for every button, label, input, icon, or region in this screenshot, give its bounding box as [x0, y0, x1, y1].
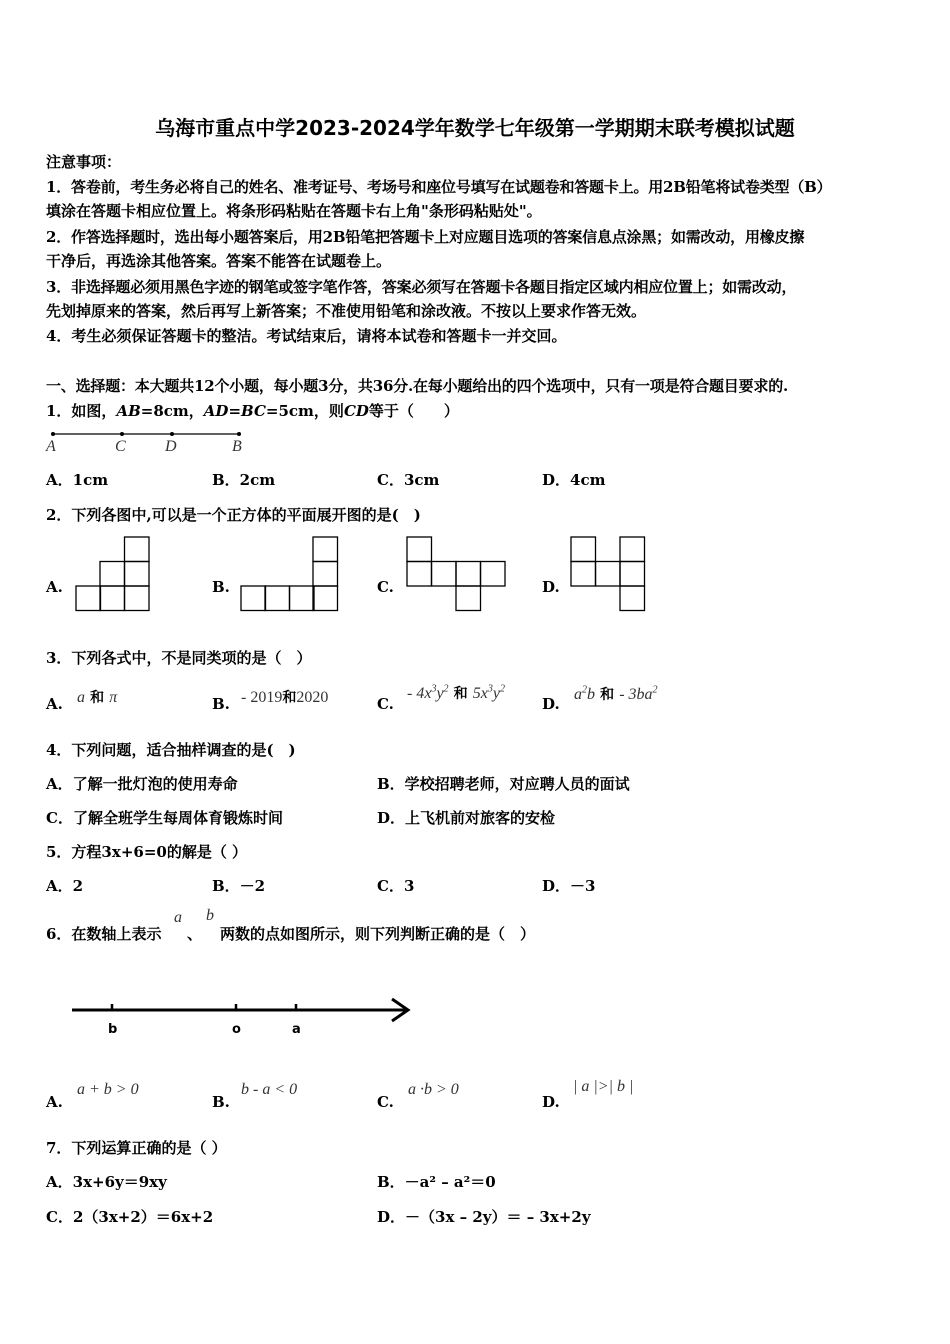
point-label-b: B	[232, 438, 242, 455]
question-6-stem-a: 6．在数轴上表示	[46, 925, 162, 943]
q7-option-a[interactable]: A．3x+6y＝9xy	[46, 1173, 167, 1191]
q4-option-b[interactable]: B．学校招聘老师，对应聘人员的面试	[377, 775, 630, 793]
q2-net-c	[407, 536, 507, 611]
q3-option-a-label[interactable]: A.	[46, 695, 63, 713]
q4-option-d[interactable]: D．上飞机前对旅客的安检	[377, 809, 556, 827]
q6-option-d-expr: | a |>| b |	[573, 1078, 634, 1095]
number-line-figure	[70, 995, 420, 1025]
q5-option-c[interactable]: C．3	[377, 877, 415, 895]
q4-option-c[interactable]: C．了解全班学生每周体育锻炼时间	[46, 809, 283, 827]
q1-option-b[interactable]: B．2cm	[212, 471, 276, 489]
q3-option-a-expr: a 和 π	[77, 689, 118, 706]
q3-option-c-expr: - $4x^3y^2$ 和 $5x^3y^2$	[407, 683, 505, 702]
section-heading: 一、选择题：本大题共12个小题，每小题3分，共36分.在每小题给出的四个选项中，只有一项是符合题目要求的.	[46, 377, 789, 395]
point-label-c: C	[115, 438, 126, 455]
question-5-stem: 5．方程3x+6=0的解是（ ）	[46, 843, 248, 861]
question-2-stem: 2．下列各图中,可以是一个正方体的平面展开图的是( )	[46, 506, 421, 524]
q6-option-c-label[interactable]: C.	[377, 1093, 394, 1111]
notice-line: 3．非选择题必须用黑色字迹的钢笔或签字笔作答，答案必须写在答题卡各题目指定区域内相应位置上；如需改动，	[46, 278, 797, 296]
question-7-stem: 7．下列运算正确的是（ ）	[46, 1139, 227, 1157]
q2-net-b	[241, 536, 341, 611]
q2-option-b-label[interactable]: B.	[212, 578, 230, 596]
point-label-d: D	[165, 438, 177, 455]
notice-line: 1．答卷前，考生务必将自己的姓名、准考证号、考场号和座位号填写在试题卷和答题卡上。用2B铅笔将试卷类型（B）	[46, 178, 832, 196]
notice-line: 4．考生必须保证答题卡的整洁。考试结束后，请将本试卷和答题卡一并交回。	[46, 327, 567, 345]
q6-option-d-label[interactable]: D.	[542, 1093, 560, 1111]
axis-label-a: a	[292, 1022, 301, 1037]
q3-option-d-expr: $a^2b$ 和 - $3ba^2$	[574, 684, 658, 703]
question-1-stem: 1．如图，AB=8cm，AD=BC=5cm，则CD等于（ ）	[46, 402, 459, 420]
q6-separator: 、	[187, 925, 203, 943]
q3-option-b-expr: - 2019和2020	[241, 689, 329, 706]
q7-option-b[interactable]: B．－a² – a²＝0	[377, 1173, 496, 1191]
q6-option-b-expr: b - a < 0	[241, 1081, 298, 1098]
page-title: 乌海市重点中学2023-2024学年数学七年级第一学期期末联考模拟试题	[155, 116, 795, 140]
q2-net-d	[571, 536, 651, 611]
q6-option-a-label[interactable]: A.	[46, 1093, 63, 1111]
axis-label-b: b	[108, 1022, 118, 1037]
q3-option-c-label[interactable]: C.	[377, 695, 394, 713]
q1-option-d[interactable]: D．4cm	[542, 471, 606, 489]
q3-option-d-label[interactable]: D.	[542, 695, 560, 713]
question-6-stem-b: 两数的点如图所示，则下列判断正确的是（ ）	[220, 925, 536, 943]
q7-option-d[interactable]: D．－（3x – 2y）＝ – 3x+2y	[377, 1208, 591, 1226]
notice-line: 干净后，再选涂其他答案。答案不能答在试题卷上。	[46, 252, 392, 270]
q2-option-c-label[interactable]: C.	[377, 578, 394, 596]
q3-option-b-label[interactable]: B.	[212, 695, 230, 713]
question-4-stem: 4．下列问题，适合抽样调查的是( )	[46, 741, 296, 759]
q2-option-a-label[interactable]: A.	[46, 578, 63, 596]
q1-option-a[interactable]: A．1cm	[46, 471, 109, 489]
q6-option-a-expr: a + b > 0	[77, 1081, 139, 1098]
question-3-stem: 3．下列各式中，不是同类项的是（ ）	[46, 649, 312, 667]
q6-var-a: a	[174, 909, 182, 926]
q1-option-c[interactable]: C．3cm	[377, 471, 440, 489]
notice-heading: 注意事项：	[46, 153, 122, 171]
q4-option-a[interactable]: A．了解一批灯泡的使用寿命	[46, 775, 238, 793]
q1-line-segment-figure	[45, 427, 255, 457]
q2-option-d-label[interactable]: D.	[542, 578, 560, 596]
q6-var-b: b	[206, 907, 214, 924]
q5-option-a[interactable]: A．2	[46, 877, 84, 895]
q5-option-b[interactable]: B．－2	[212, 877, 266, 895]
notice-line: 2．作答选择题时，选出每小题答案后，用2B铅笔把答题卡上对应题目选项的答案信息点涂黑；如需改动，用橡皮擦	[46, 228, 805, 246]
notice-line: 先划掉原来的答案，然后再写上新答案；不准使用铅笔和涂改液。不按以上要求作答无效。	[46, 302, 647, 320]
q2-net-a	[76, 536, 151, 611]
point-label-a: A	[46, 438, 56, 455]
q6-option-b-label[interactable]: B.	[212, 1093, 230, 1111]
q7-option-c[interactable]: C．2（3x+2）＝6x+2	[46, 1208, 214, 1226]
q5-option-d[interactable]: D．－3	[542, 877, 596, 895]
axis-label-origin: o	[232, 1022, 241, 1037]
notice-line: 填涂在答题卡相应位置上。将条形码粘贴在答题卡右上角"条形码粘贴处"。	[46, 202, 542, 220]
q6-option-c-expr: a ·b > 0	[408, 1081, 459, 1098]
